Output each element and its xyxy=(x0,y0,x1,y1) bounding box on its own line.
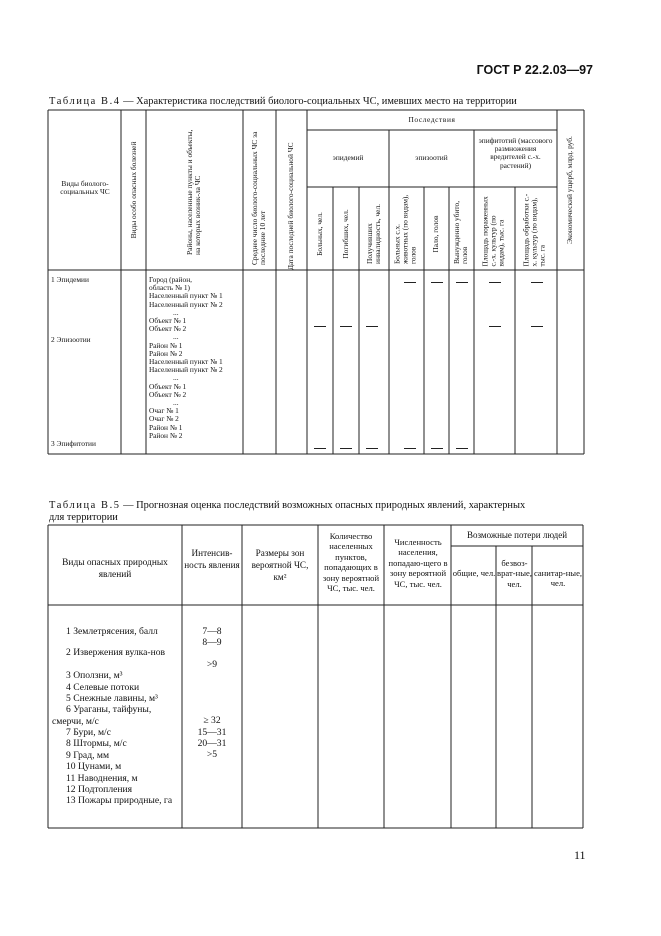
b5-header-losses: Возможные потери людей xyxy=(466,530,568,540)
b4-location: Очаг № 1 xyxy=(149,406,179,416)
page-number: 11 xyxy=(574,848,586,862)
b4-location: Населенный пункт № 2 xyxy=(149,299,223,309)
table-b4-caption-prefix: Таблица В.4 xyxy=(49,96,121,107)
b5-row-2: 2 Извержения вулка-нов xyxy=(66,647,166,658)
b4-header-col4: Среднее число биолого-социальных ЧС за последние 10 лет xyxy=(249,131,267,265)
b4-header-sub8: Площадь обработки с.-х. культур (по видам), тыс. га xyxy=(521,193,548,267)
b4-row-epidemics: 1 Эпидемии xyxy=(51,275,89,284)
b5-row-9: 9 Град, мм xyxy=(66,750,110,761)
b5-intensity: ≥ 32 xyxy=(203,715,221,726)
b5-intensity: >9 xyxy=(206,659,218,670)
b5-header-loss2: безвоз-врат-ные, чел. xyxy=(497,558,532,589)
b5-row-11: 11 Наводнения, м xyxy=(66,773,138,784)
b4-location: ... xyxy=(173,307,179,317)
b4-location: ... xyxy=(173,398,179,408)
b4-header-epiphytoties: эпифитотий (массового размножения вредителей с.-х. растений) xyxy=(478,136,553,170)
b4-row-epizootics: 2 Эпизоотии xyxy=(51,335,91,344)
b5-header-col4: Количество населенных пунктов, попадающих в зону вероятной ЧС, тыс. чел. xyxy=(322,531,380,594)
b4-header-last: Экономический ущерб, млрд. руб. xyxy=(564,136,574,244)
b5-row-6: 6 Ураганы, тайфуны, смерчи, м/с xyxy=(52,704,152,727)
document-code: ГОСТ Р 22.2.03—97 xyxy=(476,63,593,77)
b4-location: область № 1) xyxy=(149,283,191,293)
b4-header-col5: Дата последней биолого-социальной ЧС xyxy=(285,142,295,270)
b5-header-col1: Виды опасных природных явлений xyxy=(62,558,168,580)
b4-location: Населенный пункт № 1 xyxy=(149,291,223,301)
b4-header-sub7: Площадь пораженных с.-х. культур (по видам), тыс. га xyxy=(480,196,507,267)
b5-row-12: 12 Подтопления xyxy=(66,784,133,795)
table-b5-caption-line2: для территории xyxy=(49,512,118,523)
b5-header-col2: Интенсив-ность явления xyxy=(184,548,240,570)
b4-location: Район № 1 xyxy=(149,422,183,432)
table-b4-caption-text: — Характеристика последствий биолого-социальных ЧС, имевших место на территории xyxy=(120,96,517,107)
b4-location: Населенный пункт № 2 xyxy=(149,365,223,375)
b5-row-4: 4 Селевые потоки xyxy=(66,682,140,693)
b5-header-col3: Размеры зон вероятной ЧС, км² xyxy=(251,548,309,582)
b4-location: ... xyxy=(173,332,179,342)
b5-row-5: 5 Снежные лавины, м³ xyxy=(66,693,158,704)
b5-intensity: 7—8 xyxy=(202,626,222,637)
b4-header-epizootics: эпизоотий xyxy=(415,153,448,162)
b4-header-sub4: Больных с.х. животных (по видам), голов xyxy=(392,194,419,264)
table-b5-caption-prefix: Таблица В.5 xyxy=(49,500,121,511)
b4-location: Объект № 1 xyxy=(149,381,187,391)
b4-header-col2: Виды особо опасных болезней xyxy=(128,141,138,239)
b5-intensity: 20—31 xyxy=(197,738,227,749)
b4-location: Населенный пункт № 1 xyxy=(149,357,223,367)
b5-row-8: 8 Штормы, м/с xyxy=(66,738,127,749)
b4-location: Объект № 1 xyxy=(149,316,187,326)
b4-header-sub1: Больных, чел. xyxy=(314,212,324,256)
b4-location: Район № 2 xyxy=(149,348,183,358)
b4-location: Район № 2 xyxy=(149,430,183,440)
b5-row-7: 7 Бури, м/с xyxy=(66,727,111,738)
b4-location: Район № 1 xyxy=(149,340,183,350)
b4-header-epidemics: эпидемий xyxy=(332,153,364,162)
b4-location: ... xyxy=(173,373,179,383)
b4-location: Очаг № 2 xyxy=(149,414,179,424)
b4-location: Объект № 2 xyxy=(149,389,187,399)
b5-row-10: 10 Цунами, м xyxy=(66,761,122,772)
b5-intensity: >5 xyxy=(206,749,218,760)
b5-header-col5: Численность населения, попадаю-щего в зону вероятной ЧС, тыс. чел. xyxy=(388,537,448,589)
b4-location: Город (район, xyxy=(149,275,192,284)
b4-header-col3: Районы, населенные пункты и объекты, на которых возник-ла ЧС xyxy=(184,129,202,255)
b4-row-epiphytoties: 3 Эпифитотии xyxy=(51,439,96,448)
b4-location: Объект № 2 xyxy=(149,324,187,334)
b4-header-sub3: Получивших инвалидность, чел. xyxy=(364,204,382,264)
b4-header-sub5: Пало, голов xyxy=(430,215,440,253)
b4-header-sub2: Погибших, чел. xyxy=(340,209,350,259)
b4-header-col1: Виды биолого-социальных ЧС xyxy=(60,179,110,197)
b5-header-loss3: санитар-ные, чел. xyxy=(533,568,583,589)
table-b5-caption-text: — Прогнозная оценка последствий возможных опасных природных явлений, характерных xyxy=(120,500,526,511)
b5-row-3: 3 Оползни, м³ xyxy=(66,670,123,681)
b4-header-consequences: Последствия xyxy=(408,115,456,124)
b5-row-1: 1 Землетрясения, балл xyxy=(66,626,158,637)
b5-intensity: 8—9 xyxy=(202,637,222,648)
b5-row-13: 13 Пожары природные, га xyxy=(66,795,173,806)
b5-header-loss1: общие, чел. xyxy=(452,568,496,578)
b4-header-sub6: Вынужденно убито, голов xyxy=(451,200,469,264)
b5-intensity: 15—31 xyxy=(197,727,227,738)
